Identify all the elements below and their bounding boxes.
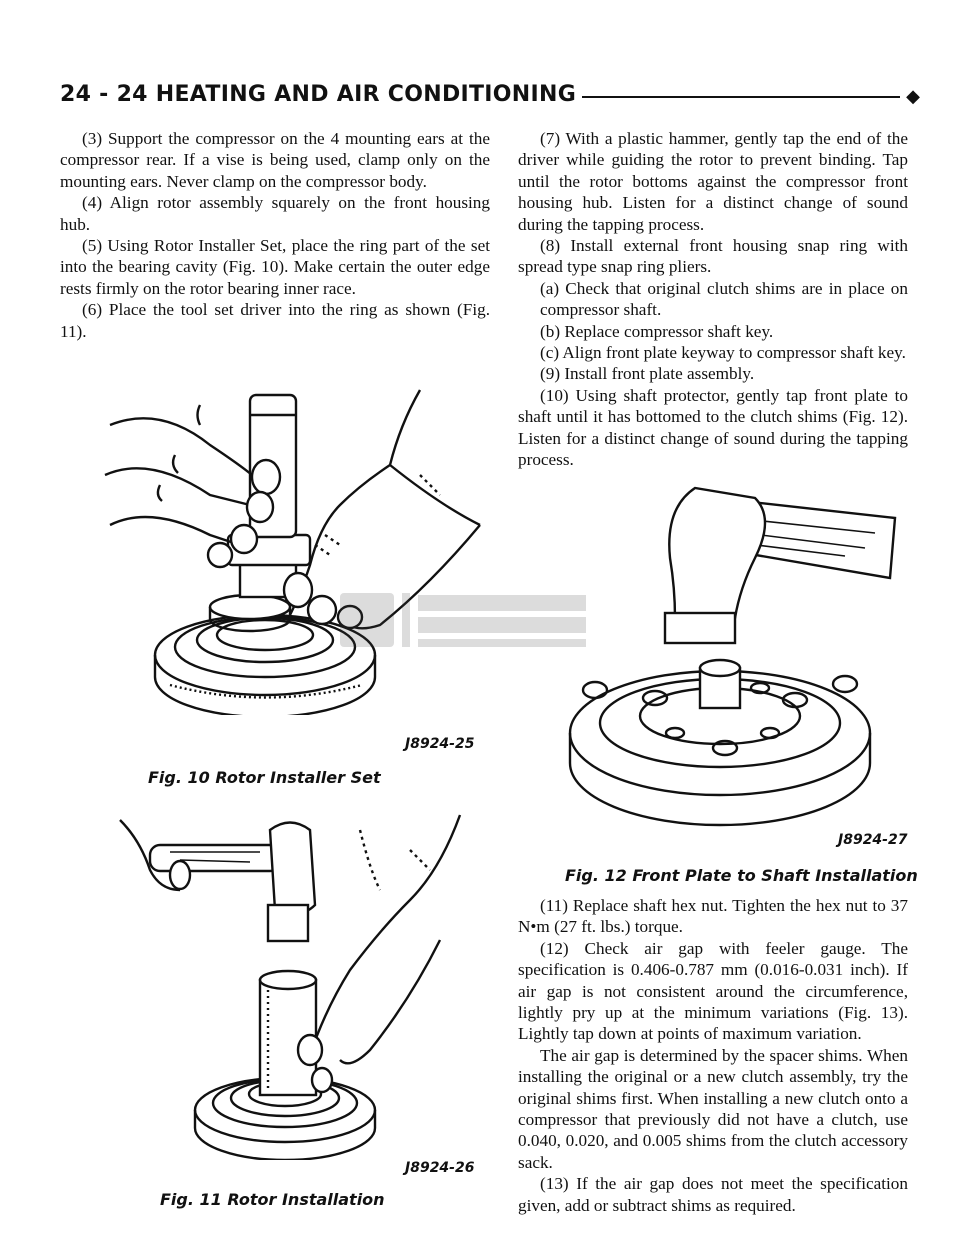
substep-a-text: (a) Check that original clutch shims are in place on compressor shaft. xyxy=(540,278,908,320)
step-12: (12) Check air gap with feeler gauge. The specification is 0.406-0.787 mm (0.016-0.031 inch). If air gap is not consistent around the circumference, lightly pry up at the minimum variations (Fig. 13). Lightly tap down at points of maximum variation. xyxy=(518,938,908,1044)
step-9: (9) Install front plate assembly. xyxy=(540,364,755,384)
fig11-illustration xyxy=(110,810,480,1160)
fig12-id: J8924-27 xyxy=(838,832,908,848)
fig10-illustration xyxy=(100,385,490,715)
diamond-icon: ◆ xyxy=(906,86,920,107)
step-4: (4) Align rotor assembly squarely on the front housing hub. xyxy=(60,193,490,234)
step-10: (10) Using shaft protector, gently tap front plate to shaft until it has bottomed to the clutch shims (Fig. 12). Listen for a distinct change of sound during the tapping process. xyxy=(518,385,908,470)
fig12-illustration xyxy=(545,478,905,828)
fig11-caption: Fig. 11 Rotor Installation xyxy=(160,1190,385,1209)
fig10-id: J8924-25 xyxy=(405,736,475,752)
fig11-id: J8924-26 xyxy=(405,1160,475,1176)
fig10-caption: Fig. 10 Rotor Installer Set xyxy=(148,768,381,787)
page-header xyxy=(60,82,920,116)
step-7: (7) With a plastic hammer, gently tap the end of the driver while guiding the rotor to prevent binding. Tap until the rotor bottoms against the compressor front housing hub. Listen for a distinct change of sound during the tapping process. xyxy=(518,129,908,234)
step-13: (13) If the air gap does not meet the specification given, add or subtract shims as required. xyxy=(518,1174,908,1215)
page-title: 24 - 24 HEATING AND AIR CONDITIONING xyxy=(60,82,582,107)
right-column-text-bottom xyxy=(518,895,908,1216)
fig12-caption: Fig. 12 Front Plate to Shaft Installation xyxy=(565,866,918,885)
substep-a xyxy=(518,278,908,321)
step-3: (3) Support the compressor on the 4 mounting ears at the compressor rear. If a vise is being used, clamp only on the mounting ears. Never clamp on the compressor body. xyxy=(60,129,490,191)
air-gap-paragraph: The air gap is determined by the spacer shims. When installing the original or a new clutch assembly, try the original shims first. When installing a new clutch onto a compressor that previously did not have a clutch, use 0.040, 0.020, and 0.005 shims from the clutch accessory sack. xyxy=(518,1045,908,1172)
substep-c-text: (c) Align front plate keyway to compressor shaft key. xyxy=(540,343,906,363)
step-8: (8) Install external front housing snap ring with spread type snap ring pliers. xyxy=(518,236,908,277)
step-5: (5) Using Rotor Installer Set, place the ring part of the set into the bearing cavity (Fig. 10). Make certain the outer edge rests firmly on the rotor bearing inner race. xyxy=(60,236,490,298)
substep-b-text: (b) Replace compressor shaft key. xyxy=(540,321,774,341)
front-plate-drawing xyxy=(545,478,905,828)
substep-c xyxy=(518,342,908,363)
rotor-installer-drawing xyxy=(100,385,490,715)
substep-b xyxy=(518,321,908,342)
step-11: (11) Replace shaft hex nut. Tighten the hex nut to 37 N•m (27 ft. lbs.) torque. xyxy=(518,896,908,937)
step-6: (6) Place the tool set driver into the ring as shown (Fig. 11). xyxy=(60,300,490,341)
left-column-text xyxy=(60,128,490,342)
rotor-installation-drawing xyxy=(110,810,480,1160)
right-column-text-top xyxy=(518,128,908,471)
